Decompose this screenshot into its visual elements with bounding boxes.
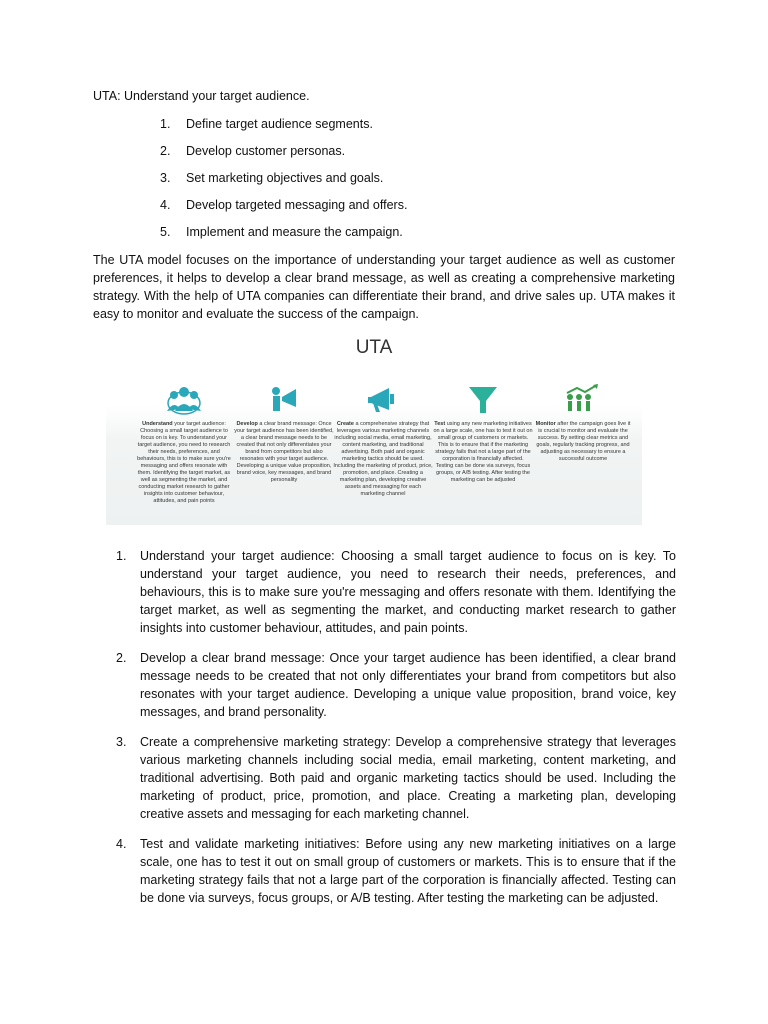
detail-item xyxy=(116,547,676,637)
figure-column-understand xyxy=(134,383,234,505)
figure-column-text: a comprehensive strategy that leverages various marketing channels including social media, email marketing, content marketing, and traditional advertising. Both paid and organic marketing tactics should be used. Including the marketing of product, price, promotion, and place. Creating a marketing plan, developing creative assets and messaging for each marketing channel xyxy=(333,421,433,497)
figure-column-lead: Understand xyxy=(142,421,173,427)
step-text: Set marketing objectives and goals. xyxy=(186,171,384,185)
steps-list xyxy=(160,116,407,251)
step-number: 1. xyxy=(160,117,171,131)
megaphone-icon xyxy=(363,383,403,417)
figure-column-lead: Develop xyxy=(236,421,258,427)
megaphone-person-icon xyxy=(264,383,304,417)
detail-item xyxy=(116,733,676,823)
step-item xyxy=(160,197,407,224)
figure-column-monitor xyxy=(533,383,633,463)
step-text: Implement and measure the campaign. xyxy=(186,225,403,239)
detail-item xyxy=(116,649,676,721)
figure-column-text: using any new marketing initiatives on a large scale, one has to test it out on small group of customers or markets. This is to ensure that if the marketing strategy fails that not a large part of the corporation is financially affected. Testing can be done via surveys, focus groups, or A/B testing. After testing the marketing can be adjusted xyxy=(433,421,533,483)
people-group-icon xyxy=(164,383,204,417)
funnel-icon xyxy=(463,383,503,417)
detail-number: 1. xyxy=(116,549,127,563)
step-item xyxy=(160,116,407,143)
growth-team-icon xyxy=(563,383,603,417)
step-item xyxy=(160,170,407,197)
figure-column-lead: Create xyxy=(336,421,354,427)
figure-column-create xyxy=(333,383,433,498)
uta-figure xyxy=(106,333,642,529)
detail-item xyxy=(116,835,676,907)
figure-column-text: your target audience: Choosing a small target audience to focus on is key. To understand your target audience, you need to research their needs, preferences, and behaviours, this is to make sure you're messaging and offers resonate with them. Identifying the target market, as well as segmenting the market, and conducting market research to gather insights into customer behaviour, attitudes, and pain points xyxy=(137,421,231,504)
intro-paragraph: The UTA model focuses on the importance of understanding your target audience as well as customer preferences, it helps to develop a clear brand message, as well as creating a comprehensive marketing strategy. With the help of UTA companies can differentiate their brand, and drive sales up. UTA makes it easy to monitor and evaluate the success of the campaign. xyxy=(93,253,675,321)
details-list xyxy=(116,547,676,919)
figure-title: UTA xyxy=(355,337,393,358)
figure-column-text: a clear brand message: Once your target audience has been identified, a clear brand message needs to be created that not only differentiates your brand from competitors but also resonates with your target audience. Developing a unique value proposition, brand voice, key messages, and brand personality xyxy=(234,421,334,483)
figure-column-test xyxy=(433,383,533,484)
detail-number: 3. xyxy=(116,735,127,749)
detail-text: Create a comprehensive marketing strategy: Develop a comprehensive strategy that leverages various marketing channels including social media, email marketing, content marketing, and traditional advertising. Both paid and organic marketing tactics should be used. Including the marketing of product, price, promotion, and place. Creating a marketing plan, developing creative assets and messaging for each marketing channel. xyxy=(140,735,676,821)
figure-column-lead: Test xyxy=(434,421,446,427)
document-title: UTA: Understand your target audience. xyxy=(93,89,310,103)
step-number: 4. xyxy=(160,198,171,212)
step-text: Develop customer personas. xyxy=(186,144,346,158)
detail-number: 2. xyxy=(116,651,127,665)
detail-text: Develop a clear brand message: Once your target audience has been identified, a clear brand message needs to be created that not only differentiates your brand from competitors but also resonates with your target audience. Developing a unique value proposition, brand voice, key messages, and brand personality. xyxy=(140,651,676,719)
step-number: 2. xyxy=(160,144,171,158)
figure-column-develop xyxy=(234,383,334,484)
step-text: Develop targeted messaging and offers. xyxy=(186,198,408,212)
detail-text: Test and validate marketing initiatives: Before using any new marketing initiatives on a large scale, one has to test it out on small group of customers or markets. This is to ensure that if the marketing strategy fails that not a large part of the corporation is financially affected. Testing can be done via surveys, focus groups, or A/B testing. After testing the marketing can be adjusted. xyxy=(140,837,676,905)
figure-column-text: after the campaign goes live it is crucial to monitor and evaluate the success. By setting clear metrics and goals, regularly tracking progress, and adjusting as necessary to ensure a successful outcome xyxy=(536,421,631,462)
detail-text: Understand your target audience: Choosing a small target audience to focus on is key. To understand your target audience, you need to research their needs, preferences, and behaviours, this is to make sure you're messaging and offers resonate with them. Identifying the target market, as well as segmenting the market, and conducting market research to gather insights into customer behaviour, attitudes, and pain points. xyxy=(140,549,676,635)
figure-column-lead: Monitor xyxy=(535,421,556,427)
step-number: 5. xyxy=(160,225,171,239)
step-number: 3. xyxy=(160,171,171,185)
step-item xyxy=(160,224,407,251)
detail-number: 4. xyxy=(116,837,127,851)
step-text: Define target audience segments. xyxy=(186,117,373,131)
step-item xyxy=(160,143,407,170)
